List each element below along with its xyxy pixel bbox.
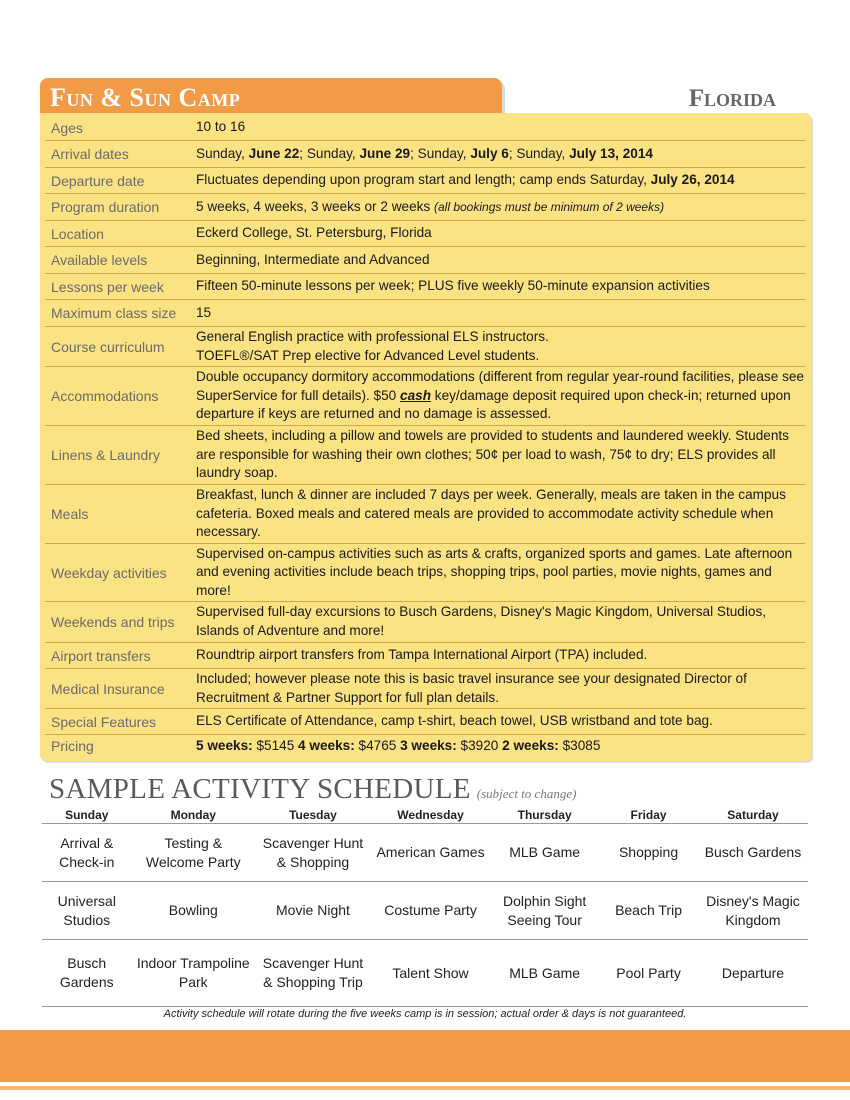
schedule-cell: Dolphin Sight Seeing Tour bbox=[490, 882, 599, 940]
row-value: Roundtrip airport transfers from Tampa International Airport (TPA) included. bbox=[196, 647, 648, 663]
state-heading: Florida bbox=[688, 85, 776, 112]
row-label: Available levels bbox=[51, 252, 148, 268]
row-label: Special Features bbox=[51, 713, 157, 730]
schedule-cell: Disney's Magic Kingdom bbox=[698, 882, 808, 940]
day-header: Sunday bbox=[42, 806, 132, 824]
schedule-cell: Talent Show bbox=[371, 940, 490, 1007]
schedule-cell: Bowling bbox=[132, 882, 255, 940]
row-value: 5 weeks, 4 weeks, 3 weeks or 2 weeks (all bookings must be minimum of 2 weeks) bbox=[196, 198, 665, 214]
row-location bbox=[45, 221, 805, 247]
row-label: Linens & Laundry bbox=[51, 447, 160, 463]
row-curriculum bbox=[45, 327, 805, 367]
row-label: Arrival dates bbox=[51, 146, 129, 162]
row-label: Course curriculum bbox=[51, 338, 165, 355]
row-value: Included; however please note this is basic travel insurance see your designated Director of Recruitment & Partner Support for full plan details. bbox=[196, 670, 747, 705]
row-label: Meals bbox=[51, 506, 89, 522]
row-value: 5 weeks: $5145 4 weeks: $4765 3 weeks: $3920 2 weeks: $3085 bbox=[196, 737, 601, 753]
row-ages bbox=[45, 115, 805, 141]
schedule-cell: Busch Gardens bbox=[42, 940, 132, 1007]
info-table bbox=[45, 115, 805, 757]
day-header: Tuesday bbox=[255, 806, 371, 824]
row-value: Breakfast, lunch & dinner are included 7 days per week. Generally, meals are taken in the campus cafeteria. Boxed meals and catered meals are provided to accommodate activity schedule when necessary. bbox=[196, 487, 786, 540]
schedule-cell: Scavenger Hunt & Shopping Trip bbox=[255, 940, 371, 1007]
schedule-row bbox=[42, 824, 808, 882]
day-header: Monday bbox=[132, 806, 255, 824]
page-title: Fun & Sun Camp bbox=[50, 83, 241, 112]
row-value: Supervised full-day excursions to Busch Gardens, Disney's Magic Kingdom, Universal Studios, Islands of Adventure and more! bbox=[196, 604, 767, 638]
row-class-size bbox=[45, 300, 805, 327]
title-tab bbox=[40, 78, 502, 114]
schedule-cell: MLB Game bbox=[490, 940, 599, 1007]
row-value: 10 to 16 bbox=[196, 119, 246, 135]
row-insurance bbox=[45, 669, 805, 709]
row-value: Beginning, Intermediate and Advanced bbox=[196, 251, 430, 267]
row-departure bbox=[45, 168, 805, 194]
schedule-header-row bbox=[42, 806, 808, 824]
schedule-row bbox=[42, 940, 808, 1007]
row-label: Medical Insurance bbox=[51, 680, 165, 697]
row-value: 15 bbox=[196, 304, 212, 320]
row-label: Ages bbox=[51, 119, 83, 136]
row-value: Fifteen 50-minute lessons per week; PLUS five weekly 50-minute expansion activities bbox=[196, 278, 710, 294]
row-label: Lessons per week bbox=[51, 278, 164, 295]
day-header: Friday bbox=[599, 806, 698, 824]
row-value: General English practice with professional ELS instructors. TOEFL®/SAT Prep elective for Advanced Level students. bbox=[196, 328, 549, 363]
row-weekends bbox=[45, 602, 805, 643]
schedule-note: Activity schedule will rotate during the five weeks camp is in session; actual order & days is not guaranteed. bbox=[163, 1008, 687, 1020]
schedule-cell: MLB Game bbox=[490, 824, 599, 882]
schedule-cell: Scavenger Hunt & Shopping bbox=[255, 824, 371, 882]
row-label: Weekday activities bbox=[51, 564, 167, 581]
schedule-cell: Beach Trip bbox=[599, 882, 698, 940]
row-airport bbox=[45, 643, 805, 669]
schedule-title: SAMPLE ACTIVITY SCHEDULE (subject to change) bbox=[49, 773, 577, 805]
row-arrival bbox=[45, 141, 805, 168]
row-lessons bbox=[45, 274, 805, 300]
schedule-cell: American Games bbox=[371, 824, 490, 882]
schedule-subtitle: (subject to change) bbox=[476, 786, 577, 801]
schedule-cell: Movie Night bbox=[255, 882, 371, 940]
row-accommodations bbox=[45, 367, 805, 426]
day-header: Wednesday bbox=[371, 806, 490, 824]
row-pricing bbox=[45, 735, 805, 757]
schedule-cell: Arrival & Check-in bbox=[42, 824, 132, 882]
row-value: Bed sheets, including a pillow and towels are provided to students and laundered weekly. Students are responsible for washing their own clothes; 50¢ per load to wash, 75¢ to dry; ELS provides all laundry soap. bbox=[196, 428, 789, 481]
row-features bbox=[45, 709, 805, 735]
row-label: Airport transfers bbox=[51, 647, 151, 664]
row-label: Pricing bbox=[51, 738, 94, 754]
activity-schedule-table bbox=[42, 806, 808, 1007]
row-value: Double occupancy dormitory accommodations (different from regular year-round facilities, please see SuperService for full details). $50 cash key/damage deposit required upon check-in; returned upon departure if keys are returned and no damage is assessed. bbox=[196, 369, 804, 422]
row-label: Location bbox=[51, 225, 104, 242]
schedule-cell: Universal Studios bbox=[42, 882, 132, 940]
schedule-cell: Shopping bbox=[599, 824, 698, 882]
row-value: Sunday, June 22; Sunday, June 29; Sunday, July 6; Sunday, July 13, 2014 bbox=[196, 145, 653, 161]
row-label: Accommodations bbox=[51, 388, 159, 404]
schedule-cell: Indoor Trampoline Park bbox=[132, 940, 255, 1007]
day-header: Thursday bbox=[490, 806, 599, 824]
row-duration bbox=[45, 194, 805, 221]
row-label: Maximum class size bbox=[51, 305, 177, 321]
row-weekday bbox=[45, 544, 805, 602]
schedule-cell: Busch Gardens bbox=[698, 824, 808, 882]
row-linens bbox=[45, 426, 805, 485]
footer-bar bbox=[0, 1030, 850, 1082]
schedule-cell: Testing & Welcome Party bbox=[132, 824, 255, 882]
row-meals bbox=[45, 485, 805, 544]
schedule-cell: Departure bbox=[698, 940, 808, 1007]
row-label: Program duration bbox=[51, 199, 160, 215]
row-value: Eckerd College, St. Petersburg, Florida bbox=[196, 225, 432, 241]
schedule-cell: Pool Party bbox=[599, 940, 698, 1007]
row-value: Fluctuates depending upon program start and length; camp ends Saturday, July 26, 2014 bbox=[196, 172, 735, 188]
row-label: Weekends and trips bbox=[51, 614, 175, 630]
footer-line bbox=[0, 1086, 850, 1090]
row-label: Departure date bbox=[51, 172, 145, 189]
row-value: Supervised on-campus activities such as arts & crafts, organized sports and games. Late afternoon and evening activities include beach trips, shopping trips, pool parties, movie nights, games and more! bbox=[196, 545, 793, 598]
row-levels bbox=[45, 247, 805, 274]
schedule-cell: Costume Party bbox=[371, 882, 490, 940]
schedule-row bbox=[42, 882, 808, 940]
row-value: ELS Certificate of Attendance, camp t-shirt, beach towel, USB wristband and tote bag. bbox=[196, 713, 713, 729]
day-header: Saturday bbox=[698, 806, 808, 824]
